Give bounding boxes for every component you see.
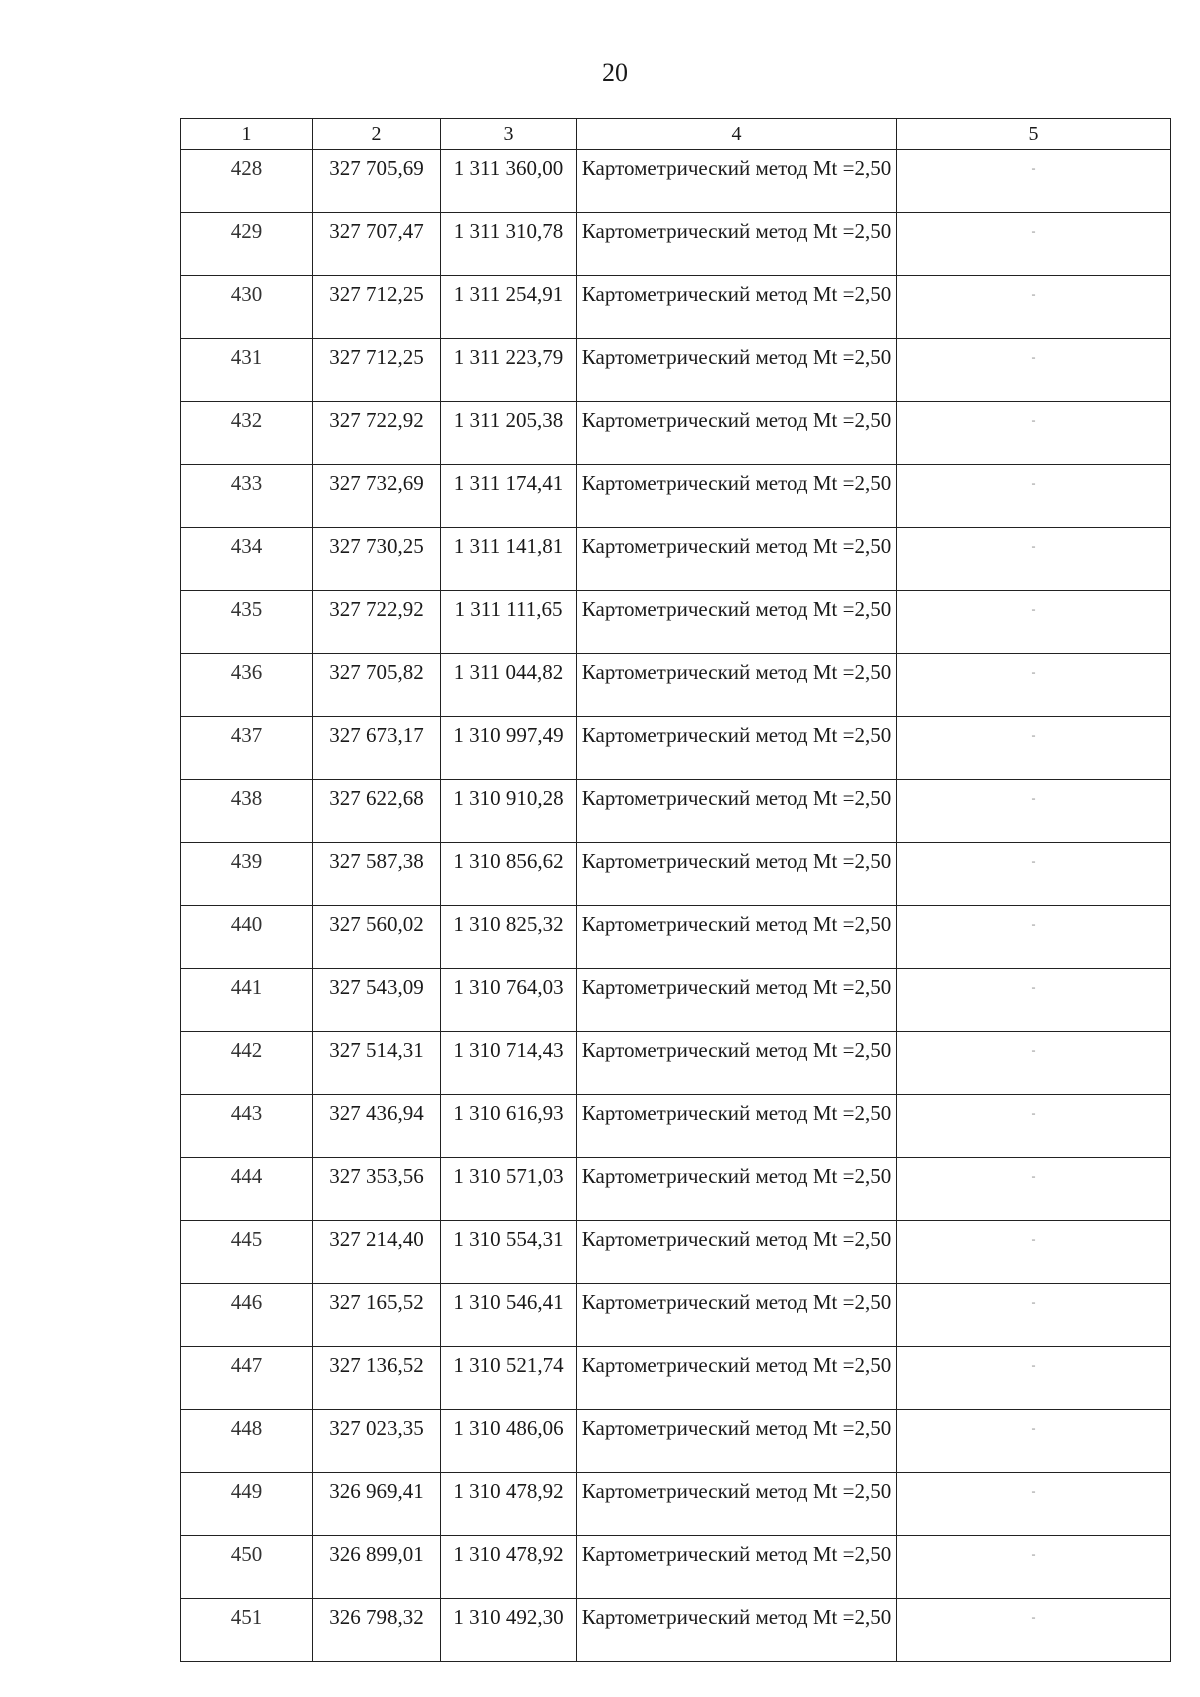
x-coordinate-cell: 327 214,40 bbox=[313, 1221, 441, 1284]
table-row bbox=[181, 780, 1171, 843]
table-row bbox=[181, 465, 1171, 528]
y-coordinate-cell: 1 311 141,81 bbox=[441, 528, 577, 591]
method-cell: Картометрический метод Mt =2,50 bbox=[577, 591, 897, 654]
table-row bbox=[181, 843, 1171, 906]
point-number-cell: 445 bbox=[181, 1221, 313, 1284]
x-coordinate-cell: 327 436,94 bbox=[313, 1095, 441, 1158]
x-coordinate-cell: 327 705,69 bbox=[313, 150, 441, 213]
x-coordinate-cell: 327 712,25 bbox=[313, 339, 441, 402]
note-cell: - bbox=[897, 213, 1171, 276]
table-row bbox=[181, 1347, 1171, 1410]
method-cell: Картометрический метод Mt =2,50 bbox=[577, 969, 897, 1032]
page-number: 20 bbox=[602, 58, 628, 87]
y-coordinate-cell: 1 310 997,49 bbox=[441, 717, 577, 780]
note-cell: - bbox=[897, 465, 1171, 528]
method-cell: Картометрический метод Mt =2,50 bbox=[577, 1473, 897, 1536]
table-row bbox=[181, 1032, 1171, 1095]
table-row bbox=[181, 1536, 1171, 1599]
note-cell: - bbox=[897, 1410, 1171, 1473]
point-number-cell: 435 bbox=[181, 591, 313, 654]
table-row bbox=[181, 1410, 1171, 1473]
note-cell: - bbox=[897, 591, 1171, 654]
y-coordinate-cell: 1 311 223,79 bbox=[441, 339, 577, 402]
note-cell: - bbox=[897, 1095, 1171, 1158]
x-coordinate-cell: 327 587,38 bbox=[313, 843, 441, 906]
x-coordinate-cell: 327 705,82 bbox=[313, 654, 441, 717]
y-coordinate-cell: 1 310 714,43 bbox=[441, 1032, 577, 1095]
table-row bbox=[181, 339, 1171, 402]
method-cell: Картометрический метод Mt =2,50 bbox=[577, 528, 897, 591]
y-coordinate-cell: 1 310 616,93 bbox=[441, 1095, 577, 1158]
point-number-cell: 429 bbox=[181, 213, 313, 276]
column-header-2: 2 bbox=[313, 119, 441, 150]
x-coordinate-cell: 327 543,09 bbox=[313, 969, 441, 1032]
note-cell: - bbox=[897, 780, 1171, 843]
note-cell: - bbox=[897, 528, 1171, 591]
table-row bbox=[181, 591, 1171, 654]
method-cell: Картометрический метод Mt =2,50 bbox=[577, 402, 897, 465]
method-cell: Картометрический метод Mt =2,50 bbox=[577, 1536, 897, 1599]
method-cell: Картометрический метод Mt =2,50 bbox=[577, 1158, 897, 1221]
table-row bbox=[181, 1599, 1171, 1662]
note-cell: - bbox=[897, 1599, 1171, 1662]
table-row bbox=[181, 528, 1171, 591]
point-number-cell: 443 bbox=[181, 1095, 313, 1158]
x-coordinate-cell: 327 353,56 bbox=[313, 1158, 441, 1221]
method-cell: Картометрический метод Mt =2,50 bbox=[577, 1032, 897, 1095]
table-row bbox=[181, 150, 1171, 213]
note-cell: - bbox=[897, 339, 1171, 402]
point-number-cell: 439 bbox=[181, 843, 313, 906]
table-row bbox=[181, 717, 1171, 780]
coordinates-table bbox=[180, 118, 1171, 1662]
point-number-cell: 444 bbox=[181, 1158, 313, 1221]
table-row bbox=[181, 1284, 1171, 1347]
table-row bbox=[181, 213, 1171, 276]
table-row bbox=[181, 969, 1171, 1032]
method-cell: Картометрический метод Mt =2,50 bbox=[577, 1599, 897, 1662]
note-cell: - bbox=[897, 906, 1171, 969]
method-cell: Картометрический метод Mt =2,50 bbox=[577, 1095, 897, 1158]
point-number-cell: 448 bbox=[181, 1410, 313, 1473]
table-row bbox=[181, 1158, 1171, 1221]
table-body bbox=[181, 150, 1171, 1662]
y-coordinate-cell: 1 310 478,92 bbox=[441, 1536, 577, 1599]
point-number-cell: 446 bbox=[181, 1284, 313, 1347]
table-row bbox=[181, 1221, 1171, 1284]
x-coordinate-cell: 327 732,69 bbox=[313, 465, 441, 528]
note-cell: - bbox=[897, 150, 1171, 213]
note-cell: - bbox=[897, 717, 1171, 780]
y-coordinate-cell: 1 310 492,30 bbox=[441, 1599, 577, 1662]
point-number-cell: 449 bbox=[181, 1473, 313, 1536]
method-cell: Картометрический метод Mt =2,50 bbox=[577, 339, 897, 402]
point-number-cell: 438 bbox=[181, 780, 313, 843]
x-coordinate-cell: 327 514,31 bbox=[313, 1032, 441, 1095]
table-row bbox=[181, 906, 1171, 969]
point-number-cell: 440 bbox=[181, 906, 313, 969]
y-coordinate-cell: 1 310 571,03 bbox=[441, 1158, 577, 1221]
table-row bbox=[181, 402, 1171, 465]
x-coordinate-cell: 326 798,32 bbox=[313, 1599, 441, 1662]
method-cell: Картометрический метод Mt =2,50 bbox=[577, 1284, 897, 1347]
y-coordinate-cell: 1 311 254,91 bbox=[441, 276, 577, 339]
point-number-cell: 442 bbox=[181, 1032, 313, 1095]
x-coordinate-cell: 326 899,01 bbox=[313, 1536, 441, 1599]
note-cell: - bbox=[897, 969, 1171, 1032]
y-coordinate-cell: 1 310 910,28 bbox=[441, 780, 577, 843]
column-header-4: 4 bbox=[577, 119, 897, 150]
x-coordinate-cell: 327 712,25 bbox=[313, 276, 441, 339]
note-cell: - bbox=[897, 843, 1171, 906]
column-header-5: 5 bbox=[897, 119, 1171, 150]
table-row bbox=[181, 654, 1171, 717]
y-coordinate-cell: 1 310 546,41 bbox=[441, 1284, 577, 1347]
y-coordinate-cell: 1 311 360,00 bbox=[441, 150, 577, 213]
y-coordinate-cell: 1 310 764,03 bbox=[441, 969, 577, 1032]
y-coordinate-cell: 1 310 486,06 bbox=[441, 1410, 577, 1473]
y-coordinate-cell: 1 311 205,38 bbox=[441, 402, 577, 465]
method-cell: Картометрический метод Mt =2,50 bbox=[577, 906, 897, 969]
x-coordinate-cell: 327 730,25 bbox=[313, 528, 441, 591]
point-number-cell: 430 bbox=[181, 276, 313, 339]
y-coordinate-cell: 1 311 174,41 bbox=[441, 465, 577, 528]
note-cell: - bbox=[897, 402, 1171, 465]
x-coordinate-cell: 327 023,35 bbox=[313, 1410, 441, 1473]
note-cell: - bbox=[897, 1536, 1171, 1599]
y-coordinate-cell: 1 310 856,62 bbox=[441, 843, 577, 906]
x-coordinate-cell: 327 707,47 bbox=[313, 213, 441, 276]
method-cell: Картометрический метод Mt =2,50 bbox=[577, 150, 897, 213]
note-cell: - bbox=[897, 1221, 1171, 1284]
point-number-cell: 451 bbox=[181, 1599, 313, 1662]
note-cell: - bbox=[897, 1347, 1171, 1410]
method-cell: Картометрический метод Mt =2,50 bbox=[577, 1347, 897, 1410]
x-coordinate-cell: 327 722,92 bbox=[313, 402, 441, 465]
note-cell: - bbox=[897, 1032, 1171, 1095]
note-cell: - bbox=[897, 654, 1171, 717]
point-number-cell: 441 bbox=[181, 969, 313, 1032]
point-number-cell: 431 bbox=[181, 339, 313, 402]
table-row bbox=[181, 276, 1171, 339]
y-coordinate-cell: 1 311 111,65 bbox=[441, 591, 577, 654]
x-coordinate-cell: 327 560,02 bbox=[313, 906, 441, 969]
y-coordinate-cell: 1 311 310,78 bbox=[441, 213, 577, 276]
y-coordinate-cell: 1 310 554,31 bbox=[441, 1221, 577, 1284]
point-number-cell: 437 bbox=[181, 717, 313, 780]
table-header-row bbox=[181, 119, 1171, 150]
x-coordinate-cell: 327 622,68 bbox=[313, 780, 441, 843]
x-coordinate-cell: 327 136,52 bbox=[313, 1347, 441, 1410]
x-coordinate-cell: 327 165,52 bbox=[313, 1284, 441, 1347]
note-cell: - bbox=[897, 1158, 1171, 1221]
y-coordinate-cell: 1 310 478,92 bbox=[441, 1473, 577, 1536]
method-cell: Картометрический метод Mt =2,50 bbox=[577, 654, 897, 717]
point-number-cell: 428 bbox=[181, 150, 313, 213]
method-cell: Картометрический метод Mt =2,50 bbox=[577, 717, 897, 780]
table-row bbox=[181, 1095, 1171, 1158]
note-cell: - bbox=[897, 1473, 1171, 1536]
point-number-cell: 436 bbox=[181, 654, 313, 717]
method-cell: Картометрический метод Mt =2,50 bbox=[577, 1410, 897, 1473]
point-number-cell: 432 bbox=[181, 402, 313, 465]
y-coordinate-cell: 1 310 521,74 bbox=[441, 1347, 577, 1410]
point-number-cell: 433 bbox=[181, 465, 313, 528]
method-cell: Картометрический метод Mt =2,50 bbox=[577, 276, 897, 339]
x-coordinate-cell: 327 722,92 bbox=[313, 591, 441, 654]
note-cell: - bbox=[897, 1284, 1171, 1347]
y-coordinate-cell: 1 311 044,82 bbox=[441, 654, 577, 717]
column-header-1: 1 bbox=[181, 119, 313, 150]
method-cell: Картометрический метод Mt =2,50 bbox=[577, 213, 897, 276]
point-number-cell: 450 bbox=[181, 1536, 313, 1599]
column-header-3: 3 bbox=[441, 119, 577, 150]
point-number-cell: 434 bbox=[181, 528, 313, 591]
point-number-cell: 447 bbox=[181, 1347, 313, 1410]
x-coordinate-cell: 326 969,41 bbox=[313, 1473, 441, 1536]
x-coordinate-cell: 327 673,17 bbox=[313, 717, 441, 780]
method-cell: Картометрический метод Mt =2,50 bbox=[577, 465, 897, 528]
method-cell: Картометрический метод Mt =2,50 bbox=[577, 843, 897, 906]
method-cell: Картометрический метод Mt =2,50 bbox=[577, 780, 897, 843]
note-cell: - bbox=[897, 276, 1171, 339]
method-cell: Картометрический метод Mt =2,50 bbox=[577, 1221, 897, 1284]
table-row bbox=[181, 1473, 1171, 1536]
y-coordinate-cell: 1 310 825,32 bbox=[441, 906, 577, 969]
